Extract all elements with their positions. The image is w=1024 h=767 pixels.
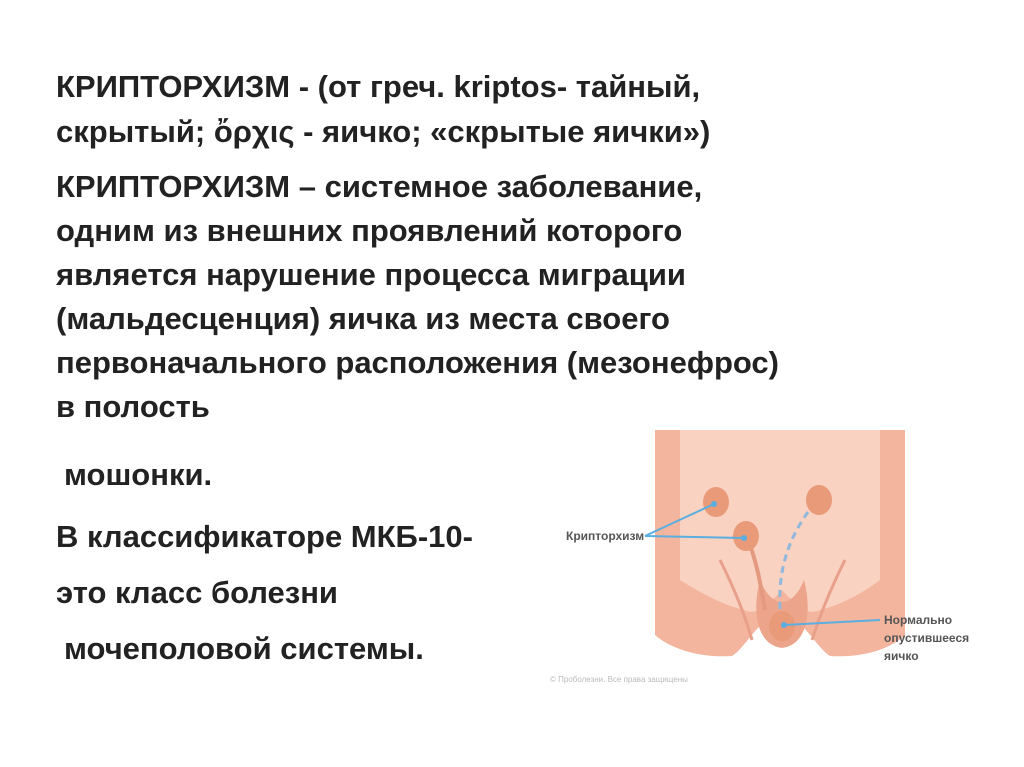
description-line-3: является нарушение процесса миграции	[56, 257, 686, 292]
copyright-caption: © Проболезни. Все права защищены	[550, 675, 688, 684]
pointer-dot-upper	[711, 501, 717, 507]
label-normal-line-3: яичко	[884, 649, 919, 663]
classification-line-2: это класс болезни	[56, 575, 338, 610]
description-tail: мошонки.	[64, 457, 213, 492]
pointer-dot-normal	[781, 622, 787, 628]
label-normal-line-2: опустившееся	[884, 631, 970, 645]
cryptorchidism-anatomy-illustration	[520, 420, 1020, 700]
label-normal-line-1: Нормально	[884, 613, 953, 627]
description-line-5: первоначального расположения (мезонефрос)	[56, 345, 779, 380]
description-line-4: (мальдесценция) яичка из места своего	[56, 301, 670, 336]
definition-line-2: скрытый; ὄρχις - яичко; «скрытые яички»)	[56, 114, 711, 149]
description-line-2: одним из внешних проявлений которого	[56, 213, 683, 248]
description-line-6: в полость	[56, 389, 210, 424]
description-line-1: КРИПТОРХИЗМ – системное заболевание,	[56, 169, 703, 204]
right-upper-testis	[806, 485, 832, 515]
classification-line-3: мочеполовой системы.	[64, 631, 424, 666]
classification-line-1: В классификаторе МКБ-10-	[56, 519, 473, 554]
definition-line-1: КРИПТОРХИЗМ - (от греч. kriptos- тайный,	[56, 69, 701, 104]
pointer-dot-middle	[741, 535, 747, 541]
label-cryptorchidism: Крипторхизм	[566, 529, 645, 543]
